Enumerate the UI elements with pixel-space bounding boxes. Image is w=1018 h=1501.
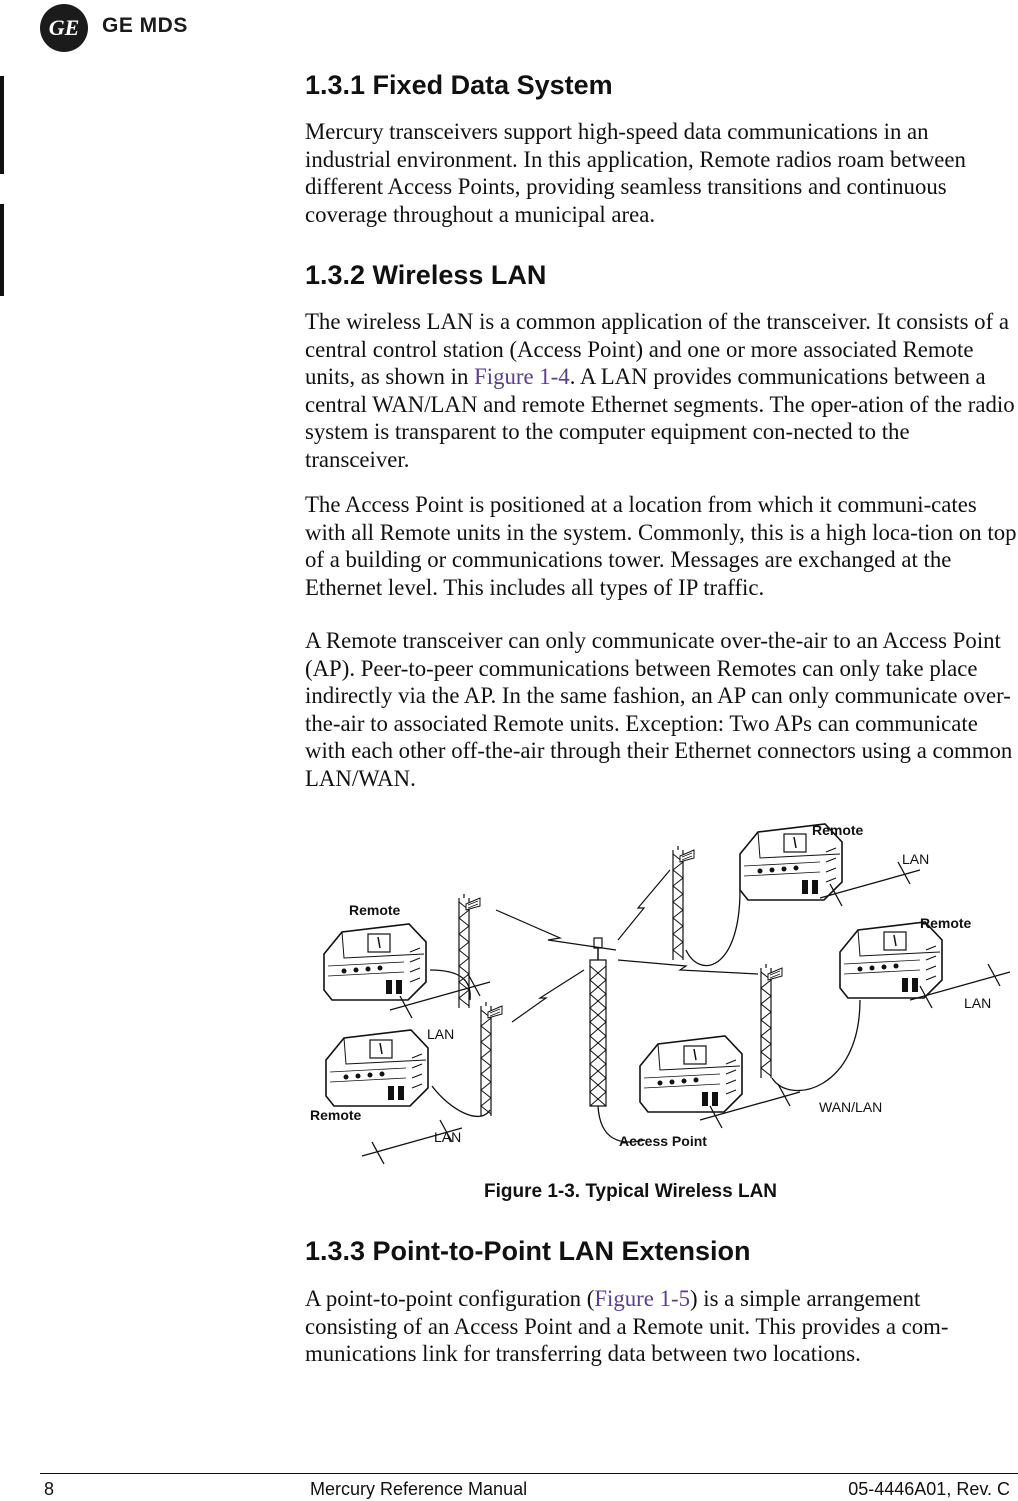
- paragraph: A Remote transceiver can only communicate over-the-air to an Access Point (AP). Peer-to-peer communications between Remotes can only take place indirectly via the AP. In the same fashion, an AP can only communicate over-the-air to associated Remote units. Exception: Two APs can communicate with each other off-the-air through their Ethernet connectors using a common LAN/WAN.: [305, 628, 1013, 791]
- access-point-tower: [590, 938, 645, 1142]
- remote-radio-right: [840, 922, 942, 998]
- label-lan-mid: LAN: [427, 1026, 455, 1042]
- cable: [430, 970, 470, 1000]
- paragraph-text: The wireless LAN is a common application of the transceiver. It consists of a central control station (Access Point) and one or more associated Remote units, as shown in: [305, 309, 1009, 390]
- paragraph: [305, 308, 1017, 474]
- section-heading: 1.3.1 Fixed Data System: [305, 70, 613, 100]
- paragraph: [305, 1285, 1017, 1368]
- wireless-lan-diagram: [300, 810, 1018, 1170]
- figure-caption: Figure 1-3. Typical Wireless LAN: [484, 1181, 778, 1202]
- ge-monogram-icon: GE: [40, 4, 88, 52]
- logo-text: GE MDS: [102, 14, 188, 37]
- footer-doc-id: 05-4446A01, Rev. C: [848, 1479, 1010, 1499]
- paragraph-text: ) is a simple arrangement consisting of an Access Point and a Remote unit. This provides a com-munications link for transferring data between two locations.: [305, 1286, 949, 1367]
- cable: [686, 890, 740, 966]
- access-point-radio: [640, 1036, 742, 1112]
- radio-link: [618, 960, 758, 974]
- label-remote-bottom: Remote: [310, 1107, 362, 1123]
- remote-radio-bottom: [326, 1030, 428, 1106]
- paragraph-text: A point-to-point configuration (: [305, 1286, 595, 1311]
- radio-link: [512, 970, 584, 1022]
- section-heading: 1.3.3 Point-to-Point LAN Extension: [305, 1236, 751, 1266]
- paragraph-text: . A LAN provides communications between a central WAN/LAN and remote Ethernet segments. The oper-ation of the radio system is transparent to the computer equipment con-nected to the transceiver.: [305, 364, 1015, 472]
- label-lan-right: LAN: [964, 995, 992, 1011]
- label-access-point: Access Point: [619, 1133, 707, 1149]
- paragraph: Mercury transceivers support high-speed data communications in an industrial environment. In this application, Remote radios roam between different Access Points, providing seamless transitions and continuous coverage throughout a municipal area.: [305, 119, 966, 227]
- label-wan-lan: WAN/LAN: [819, 1099, 883, 1115]
- page-number: 8: [44, 1479, 55, 1499]
- change-bar: [0, 204, 4, 296]
- figure-link[interactable]: Figure 1-4: [474, 364, 570, 390]
- radio-link: [618, 870, 670, 940]
- remote-radio-left: [324, 924, 426, 1000]
- label-lan-top: LAN: [902, 851, 930, 867]
- change-bar: [0, 76, 4, 174]
- remote-tower-right: [761, 964, 782, 1078]
- cable: [772, 1000, 860, 1091]
- figure-link[interactable]: Figure 1-5: [594, 1286, 690, 1311]
- label-lan-bottom: LAN: [434, 1129, 462, 1145]
- ge-mds-logo: [40, 4, 200, 52]
- remote-tower-top: [673, 846, 694, 960]
- label-remote-top: Remote: [812, 822, 864, 838]
- paragraph: The Access Point is positioned at a location from which it communi-cates with all Remote units in the system. Commonly, this is a high loca-tion on top of a building or communications tower. Messages are exchanged at the Ethernet level. This includes all types of IP traffic.: [305, 492, 1017, 600]
- remote-tower-bottom: [481, 1002, 502, 1116]
- label-remote-right: Remote: [920, 915, 972, 931]
- footer-title: Mercury Reference Manual: [310, 1479, 528, 1499]
- label-remote-left: Remote: [349, 902, 401, 918]
- section-heading: 1.3.2 Wireless LAN: [305, 260, 547, 290]
- footer-rule: [40, 1473, 1018, 1474]
